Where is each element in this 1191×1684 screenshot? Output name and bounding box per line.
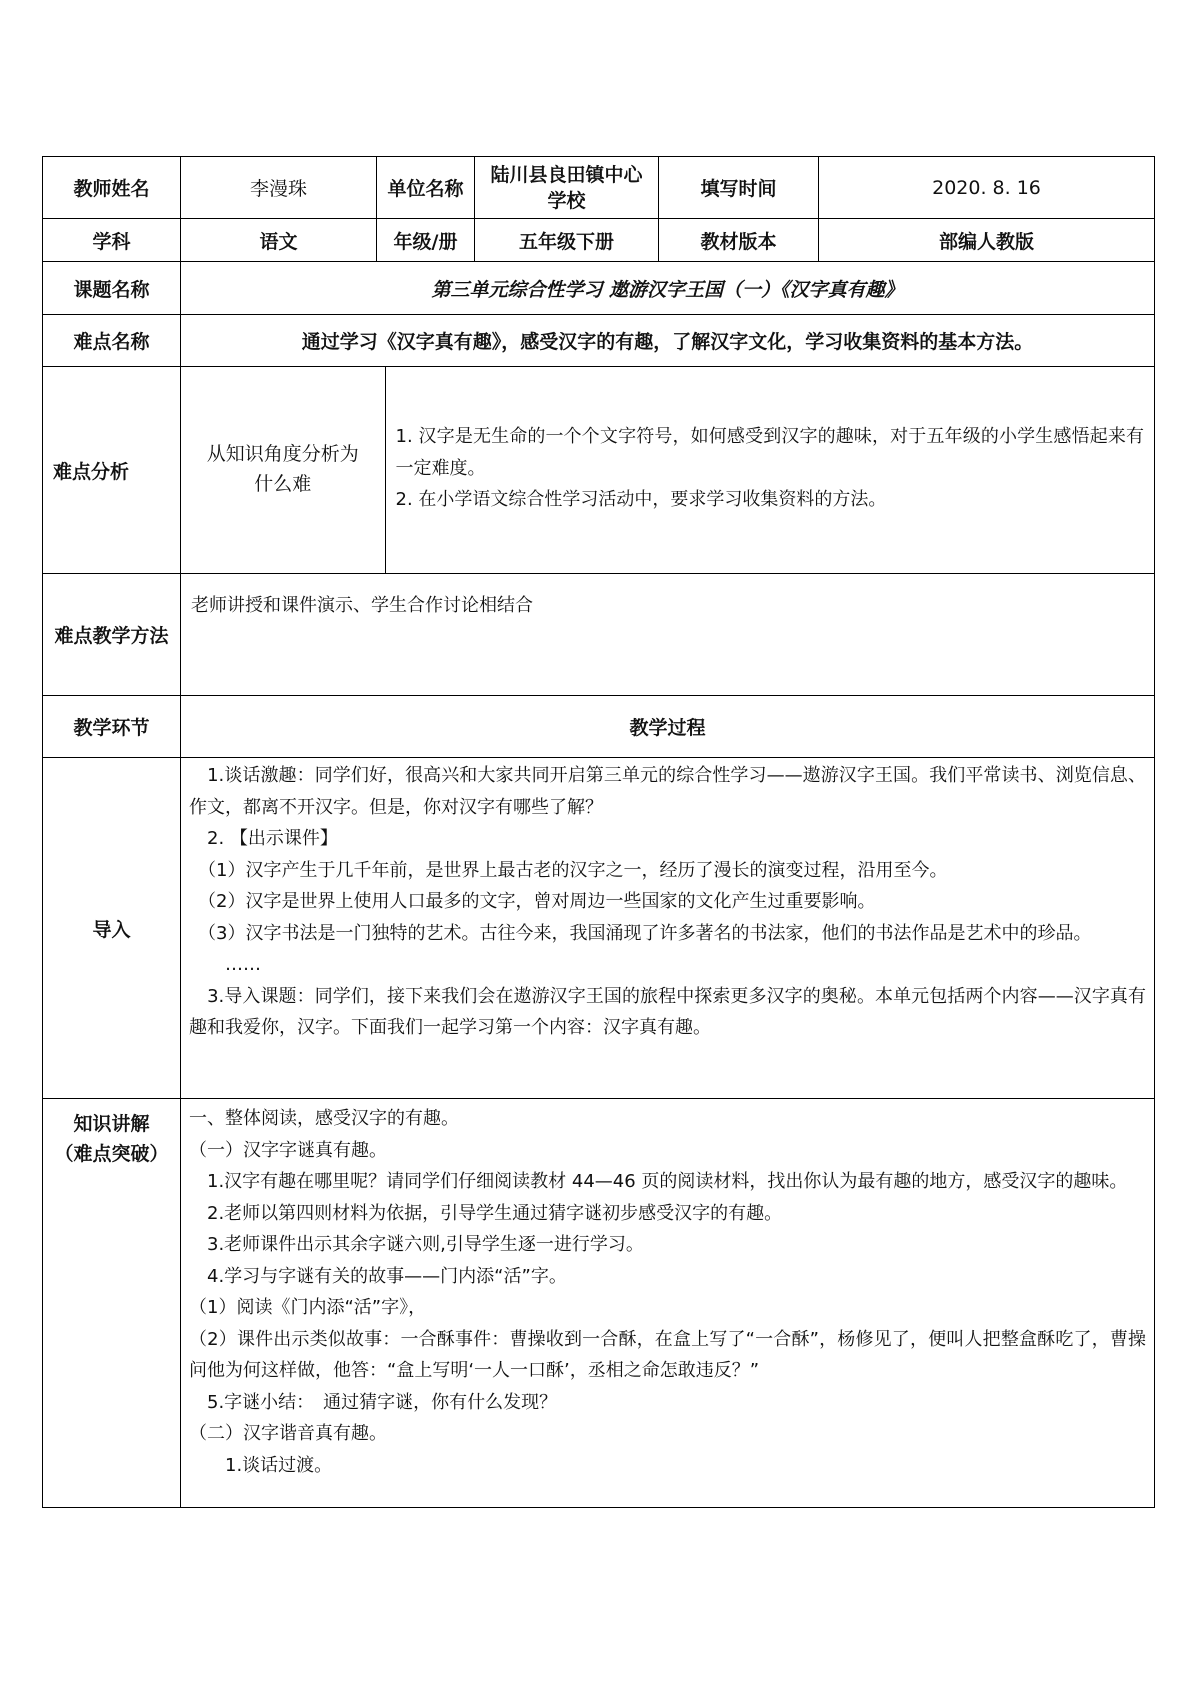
knowledge-line-9: 5.字谜小结： 通过猜字谜，你有什么发现？ — [189, 1391, 558, 1413]
edition-value: 部编人教版 — [819, 219, 1155, 262]
knowledge-line-2: （一）汉字字谜真有趣。 — [189, 1139, 387, 1161]
process-stage-label: 教学环节 — [43, 696, 181, 758]
row-intro — [43, 758, 1155, 1099]
unit-name-line1: 陆川县良田镇中心 — [490, 163, 643, 186]
analysis-label: 难点分析 — [43, 367, 181, 574]
grade-value: 五年级下册 — [475, 219, 659, 262]
analysis-line-2: 2. 在小学语文综合性学习活动中，要求学习收集资料的方法。 — [395, 489, 887, 510]
row-method — [43, 574, 1155, 696]
subject-value: 语文 — [181, 219, 377, 262]
knowledge-line-11: 1.谈话过渡。 — [189, 1454, 333, 1476]
knowledge-line-7: （1）阅读《门内添“活”字》， — [189, 1297, 427, 1318]
knowledge-label — [43, 1099, 181, 1508]
teacher-name-label: 教师姓名 — [43, 157, 181, 219]
intro-line-2: 2. 【出示课件】 — [189, 828, 338, 849]
method-value: 老师讲授和课件演示、学生合作讨论相结合 — [181, 574, 1155, 696]
edition-label: 教材版本 — [659, 219, 819, 262]
topic-value: 第三单元综合性学习 遨游汉字王国（一）《汉字真有趣》 — [181, 262, 1155, 315]
unit-name-value — [475, 157, 659, 219]
row-topic — [43, 262, 1155, 315]
intro-line-5: （3）汉字书法是一门独特的艺术。古往今来，我国涌现了许多著名的书法家，他们的书法作品是艺术中的珍品。 — [189, 922, 1092, 944]
intro-line-6: …… — [189, 954, 261, 975]
row-process-header — [43, 696, 1155, 758]
row-knowledge — [43, 1099, 1155, 1508]
knowledge-line-10: （二）汉字谐音真有趣。 — [189, 1423, 387, 1444]
process-label: 教学过程 — [181, 696, 1155, 758]
knowledge-line-6: 4.学习与字谜有关的故事——门内添“活”字。 — [189, 1265, 567, 1287]
analysis-line-1: 1. 汉字是无生命的一个个文字符号，如何感受到汉字的趣味，对于五年级的小学生感悟起来有一定难度。 — [395, 426, 1144, 479]
analysis-sub-label-line1: 从知识角度分析为 — [206, 443, 359, 465]
intro-line-3: （1）汉字产生于几千年前，是世界上最古老的汉字之一，经历了漫长的演变过程，沿用至今。 — [189, 859, 948, 881]
teacher-name-value: 李漫珠 — [181, 157, 377, 219]
analysis-cell — [181, 367, 1155, 574]
analysis-sub-label-line2: 什么难 — [254, 473, 312, 495]
intro-label: 导入 — [43, 758, 181, 1099]
unit-name-line2: 学校 — [547, 189, 586, 212]
analysis-content — [385, 367, 1154, 573]
row-subject-info — [43, 219, 1155, 262]
knowledge-line-3: 1.汉字有趣在哪里呢？请同学们仔细阅读教材 44—46 页的阅读材料，找出你认为最有趣的地方，感受汉字的趣味。 — [189, 1171, 1128, 1192]
unit-name-label: 单位名称 — [377, 157, 475, 219]
row-analysis — [43, 367, 1155, 574]
lesson-plan-table — [42, 156, 1155, 1508]
intro-line-7: 3.导入课题：同学们，接下来我们会在遨游汉字王国的旅程中探索更多汉字的奥秘。本单元包括两个内容——汉字真有趣和我爱你，汉字。下面我们一起学习第一个内容：汉字真有趣。 — [189, 985, 1146, 1038]
row-difficulty — [43, 315, 1155, 367]
difficulty-label: 难点名称 — [43, 315, 181, 367]
knowledge-line-4: 2.老师以第四则材料为依据，引导学生通过猜字谜初步感受汉字的有趣。 — [189, 1202, 783, 1224]
topic-label: 课题名称 — [43, 262, 181, 315]
knowledge-line-1: 一、整体阅读，感受汉字的有趣。 — [189, 1108, 459, 1129]
row-teacher-info — [43, 157, 1155, 219]
intro-line-1: 1.谈话激趣：同学们好，很高兴和大家共同开启第三单元的综合性学习——遨游汉字王国。我们平常读书、浏览信息、作文，都离不开汉字。但是，你对汉字有哪些了解？ — [189, 765, 1146, 818]
knowledge-line-5: 3.老师课件出示其余字谜六则,引导学生逐一进行学习。 — [189, 1234, 644, 1255]
knowledge-label-line2: （难点突破） — [54, 1143, 169, 1165]
difficulty-value: 通过学习《汉字真有趣》，感受汉字的有趣，了解汉字文化，学习收集资料的基本方法。 — [181, 315, 1155, 367]
intro-line-4: （2）汉字是世界上使用人口最多的文字，曾对周边一些国家的文化产生过重要影响。 — [189, 891, 876, 912]
grade-label: 年级/册 — [377, 219, 475, 262]
method-label: 难点教学方法 — [43, 574, 181, 696]
knowledge-label-line1: 知识讲解 — [73, 1113, 150, 1135]
analysis-sub-label — [181, 367, 385, 573]
analysis-inner-table — [181, 367, 1154, 573]
fill-date-label: 填写时间 — [659, 157, 819, 219]
fill-date-value: 2020. 8. 16 — [819, 157, 1155, 219]
intro-content — [181, 758, 1155, 1099]
subject-label: 学科 — [43, 219, 181, 262]
knowledge-content — [181, 1099, 1155, 1508]
knowledge-line-8: （2）课件出示类似故事：一合酥事件：曹操收到一合酥，在盒上写了“一合酥”，杨修见了，便叫人把整盒酥吃了，曹操问他为何这样做，他答：“盒上写明‘一人一口酥’，丞相之命怎敢违反？” — [189, 1328, 1146, 1381]
